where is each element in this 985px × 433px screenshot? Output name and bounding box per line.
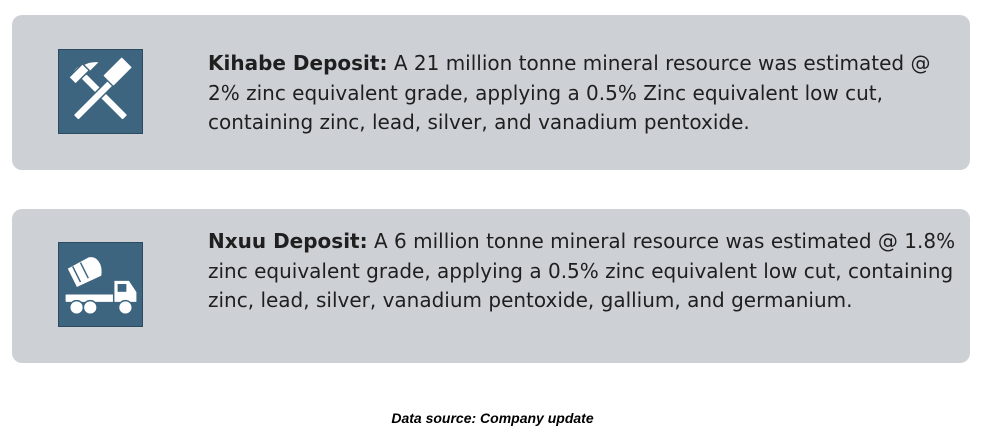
nxuu-deposit-text — [208, 227, 958, 316]
deposit-description: A 21 million tonne mineral resource was estimated @ 2% zinc equivalent grade, applying a 0.5% Zinc equivalent low cut, containing zinc, lead, silver, and vanadium pentoxide. — [208, 51, 931, 134]
deposit-name: Kihabe Deposit: — [208, 51, 388, 75]
mining-truck-icon — [58, 242, 143, 327]
deposit-description: A 6 million tonne mineral resource was estimated @ 1.8% zinc equivalent grade, applying a 0.5% zinc equivalent low cut, containing zinc, lead, silver, vanadium pentoxide, gallium, and germanium. — [208, 229, 956, 312]
kihabe-deposit-text — [208, 49, 958, 138]
data-source-caption: Data source: Company update — [391, 410, 594, 426]
hammer-and-pick-icon — [58, 49, 143, 134]
nxuu-deposit-card — [12, 209, 970, 363]
deposit-name: Nxuu Deposit: — [208, 229, 368, 253]
kihabe-deposit-card — [12, 15, 970, 170]
